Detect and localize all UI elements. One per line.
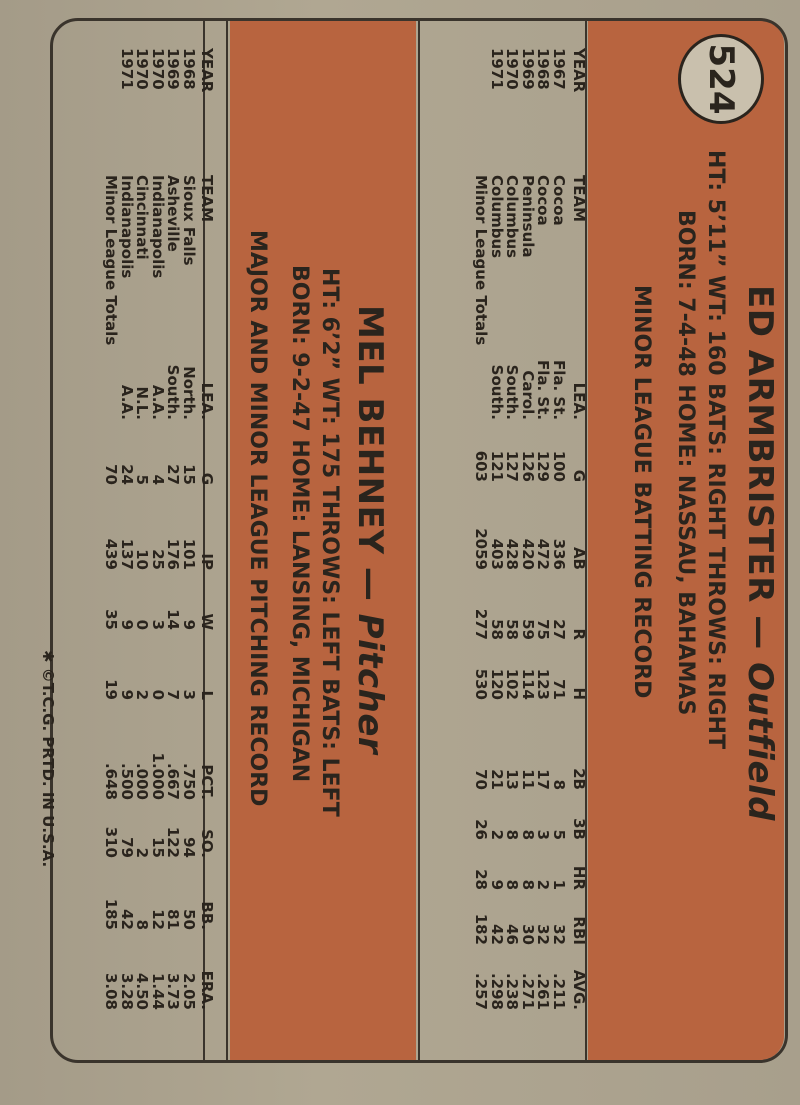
player2-info-line2: BORN: 9-2-47 HOME: LANSING, MICHIGAN — [287, 265, 312, 783]
batting-cell: 75 — [534, 619, 553, 640]
batting-cell: 100 — [550, 450, 568, 482]
batting-cell: 472 — [534, 538, 553, 570]
batting-cell: 127 — [503, 450, 522, 482]
batting-cell: 2 — [488, 829, 506, 840]
batting-header: LEA. — [570, 382, 588, 420]
player2-info-line1: HT: 6’2” WT: 175 THROWS: LEFT BATS: LEFT — [317, 268, 342, 817]
player1-info-line2: BORN: 7-4-48 HOME: NASSAU, BAHAMAS — [673, 210, 698, 716]
batting-cell: 26 — [472, 819, 491, 840]
batting-cell: 59 — [519, 619, 537, 640]
batting-cell: 3 — [534, 829, 553, 840]
batting-cell: 58 — [503, 619, 522, 640]
pitching-cell: 185 — [102, 898, 121, 930]
pitching-cell: 2 — [133, 847, 152, 858]
pitching-cell: 0 — [133, 619, 152, 630]
pitching-cell: 137 — [118, 538, 136, 570]
pitching-header: L — [198, 690, 216, 700]
batting-cell: 71 — [550, 679, 568, 700]
pitching-cell: 1.000 — [149, 752, 167, 800]
pitching-cell: North. — [180, 366, 198, 420]
batting-cell: 9 — [488, 879, 506, 890]
pitching-cell: 3.08 — [102, 972, 121, 1010]
batting-cell: .257 — [472, 972, 491, 1010]
card-number: 524 — [701, 43, 741, 115]
batting-cell: Columbus — [488, 175, 506, 259]
batting-header: G — [570, 469, 588, 482]
pitching-cell: 42 — [118, 909, 136, 930]
batting-cell: Fla. St. — [550, 360, 568, 421]
pitching-cell: 122 — [164, 826, 183, 858]
batting-cell: South. — [488, 364, 506, 420]
batting-cell: Fla. St. — [534, 360, 553, 421]
batting-cell: 102 — [503, 668, 522, 700]
batting-cell: 2 — [534, 879, 553, 890]
batting-cell: .238 — [503, 972, 522, 1010]
pitching-cell: 1970 — [149, 48, 167, 90]
batting-header: H — [570, 687, 588, 700]
player1-name-line: ED ARMBRISTER — Outfield — [740, 285, 780, 821]
batting-cell: 126 — [519, 450, 537, 482]
batting-cell: 8 — [519, 879, 537, 890]
batting-cell: 8 — [503, 829, 522, 840]
pitching-cell: 15 — [180, 464, 198, 485]
pitching-cell: 3.73 — [164, 972, 183, 1010]
pitching-cell: A.A. — [149, 384, 167, 420]
batting-header: AVG. — [570, 969, 588, 1010]
batting-cell: South. — [503, 364, 522, 420]
pitching-cell: 19 — [102, 679, 121, 700]
batting-cell: 11 — [519, 769, 537, 790]
pitching-header: G — [198, 472, 216, 485]
batting-header: TEAM — [570, 175, 588, 223]
batting-cell: 58 — [488, 619, 506, 640]
player2-name-line: MEL BEHNEY — Pitcher — [350, 305, 390, 755]
batting-cell: 42 — [488, 924, 506, 945]
batting-header: AB — [570, 546, 588, 570]
pitching-cell: 310 — [102, 826, 121, 858]
batting-cell: 17 — [534, 769, 553, 790]
player1-record-title: MINOR LEAGUE BATTING RECORD — [629, 285, 654, 699]
batting-cell: 114 — [519, 668, 537, 700]
pitching-cell: 4 — [149, 474, 167, 485]
pitching-cell: 1969 — [164, 48, 183, 90]
batting-header: RBI — [570, 916, 588, 945]
batting-cell: 428 — [503, 538, 522, 570]
pitching-cell: 1971 — [118, 48, 136, 90]
batting-cell: 403 — [488, 538, 506, 570]
player2-name: MEL BEHNEY — [350, 305, 390, 555]
batting-cell: 28 — [472, 869, 491, 890]
pitching-cell: A.A. — [118, 384, 136, 420]
pitching-header: IP — [198, 553, 216, 570]
pitching-cell: .648 — [102, 762, 121, 800]
pitching-header: ERA. — [198, 970, 216, 1010]
batting-cell: 8 — [550, 779, 568, 790]
batting-cell: 1971 — [488, 48, 506, 90]
pitching-cell: Cincinnati — [133, 175, 152, 260]
pitching-cell: 70 — [102, 464, 121, 485]
batting-cell: 1969 — [519, 48, 537, 90]
pitching-header: TEAM — [198, 175, 216, 223]
pitching-cell: 4.50 — [133, 972, 152, 1010]
batting-cell: 2059 — [472, 528, 491, 570]
pitching-cell: 81 — [164, 909, 183, 930]
batting-cell: .211 — [550, 972, 568, 1010]
pitching-cell: 94 — [180, 837, 198, 858]
pitching-cell: 50 — [180, 909, 198, 930]
pitching-cell: 25 — [149, 549, 167, 570]
pitching-cell: Indianapolis — [118, 175, 136, 279]
batting-cell: Cocoa — [534, 175, 553, 226]
batting-header: 2B — [570, 768, 588, 790]
pitching-cell: 9 — [118, 619, 136, 630]
pitching-cell: 176 — [164, 538, 183, 570]
pitching-header: SO. — [198, 829, 216, 858]
pitching-cell: 1.44 — [149, 972, 167, 1010]
pitching-cell: 27 — [164, 464, 183, 485]
batting-cell: 121 — [488, 450, 506, 482]
batting-cell: 21 — [488, 769, 506, 790]
pitching-cell: .500 — [118, 762, 136, 800]
batting-cell: Columbus — [503, 175, 522, 259]
pitching-cell: Minor League Totals — [102, 175, 121, 346]
pitching-cell: 2 — [133, 689, 152, 700]
pitching-cell: 439 — [102, 538, 121, 570]
pitching-cell: 7 — [164, 689, 183, 700]
batting-cell: 8 — [519, 829, 537, 840]
batting-cell: 1970 — [503, 48, 522, 90]
batting-cell: .271 — [519, 972, 537, 1010]
pitching-cell: 79 — [118, 837, 136, 858]
pitching-cell: 12 — [149, 909, 167, 930]
player1-name: ED ARMBRISTER — [740, 285, 780, 603]
copyright-footer: ✱ ©T.C.G. PRTD. IN U.S.A. — [39, 650, 57, 868]
batting-header: 3B — [570, 818, 588, 840]
player2-position: Pitcher — [350, 613, 390, 755]
batting-cell: Peninsula — [519, 175, 537, 258]
pitching-cell: 9 — [180, 619, 198, 630]
pitching-cell: South. — [164, 364, 183, 420]
pitching-cell: 24 — [118, 464, 136, 485]
player1-info-line1: HT: 5’11” WT: 160 BATS: RIGHT THROWS: RIGHT — [703, 150, 728, 750]
pitching-cell: 9 — [118, 689, 136, 700]
pitching-cell: 10 — [133, 549, 152, 570]
batting-header: YEAR — [570, 48, 588, 93]
batting-cell: 27 — [550, 619, 568, 640]
batting-cell: 8 — [503, 879, 522, 890]
batting-cell: 277 — [472, 608, 491, 640]
pitching-cell: 3 — [149, 619, 167, 630]
batting-cell: 336 — [550, 538, 568, 570]
batting-cell: 32 — [534, 924, 553, 945]
batting-cell: 1 — [550, 879, 568, 890]
pitching-cell: 5 — [133, 474, 152, 485]
pitching-header: BB. — [198, 901, 216, 930]
pitching-cell: Asheville — [164, 175, 183, 252]
pitching-cell: 3 — [180, 689, 198, 700]
batting-cell: Minor League Totals — [472, 175, 491, 346]
pitching-cell: 15 — [149, 837, 167, 858]
batting-cell: .298 — [488, 972, 506, 1010]
pitching-cell: .000 — [133, 762, 152, 800]
pitching-cell: Sioux Falls — [180, 175, 198, 266]
batting-cell: 120 — [488, 668, 506, 700]
batting-cell: 1967 — [550, 48, 568, 90]
pitching-cell: .750 — [180, 762, 198, 800]
pitching-cell: 2.05 — [180, 972, 198, 1010]
batting-cell: 5 — [550, 829, 568, 840]
batting-cell: 30 — [519, 924, 537, 945]
batting-header: HR — [570, 865, 588, 890]
batting-cell: 70 — [472, 769, 491, 790]
pitching-header: YEAR — [198, 48, 216, 93]
pitching-header: PCT. — [198, 764, 216, 800]
pitching-cell: .667 — [164, 762, 183, 800]
pitching-cell: 3.28 — [118, 972, 136, 1010]
batting-cell: .261 — [534, 972, 553, 1010]
batting-header: R — [570, 628, 588, 640]
pitching-cell: 101 — [180, 538, 198, 570]
batting-cell: 13 — [503, 769, 522, 790]
pitching-cell: 0 — [149, 689, 167, 700]
batting-cell: 129 — [534, 450, 553, 482]
batting-cell: 182 — [472, 913, 491, 945]
batting-cell: 420 — [519, 538, 537, 570]
pitching-cell: 1970 — [133, 48, 152, 90]
batting-cell: 46 — [503, 924, 522, 945]
batting-cell: 530 — [472, 668, 491, 700]
player1-position: Outfield — [740, 662, 780, 821]
pitching-cell: 35 — [102, 609, 121, 630]
player2-record-title: MAJOR AND MINOR LEAGUE PITCHING RECORD — [245, 230, 270, 807]
batting-cell: 1968 — [534, 48, 553, 90]
pitching-header: W — [198, 613, 216, 630]
batting-cell: Carol. — [519, 370, 537, 420]
batting-cell: Cocoa — [550, 175, 568, 226]
batting-cell: 603 — [472, 450, 491, 482]
pitching-cell: Indianapolis — [149, 175, 167, 279]
pitching-header: LEA. — [198, 382, 216, 420]
pitching-cell: 1968 — [180, 48, 198, 90]
pitching-cell: 8 — [133, 919, 152, 930]
pitching-cell: N.L. — [133, 386, 152, 420]
pitching-cell: 14 — [164, 609, 183, 630]
batting-cell: 123 — [534, 668, 553, 700]
batting-cell: 32 — [550, 924, 568, 945]
